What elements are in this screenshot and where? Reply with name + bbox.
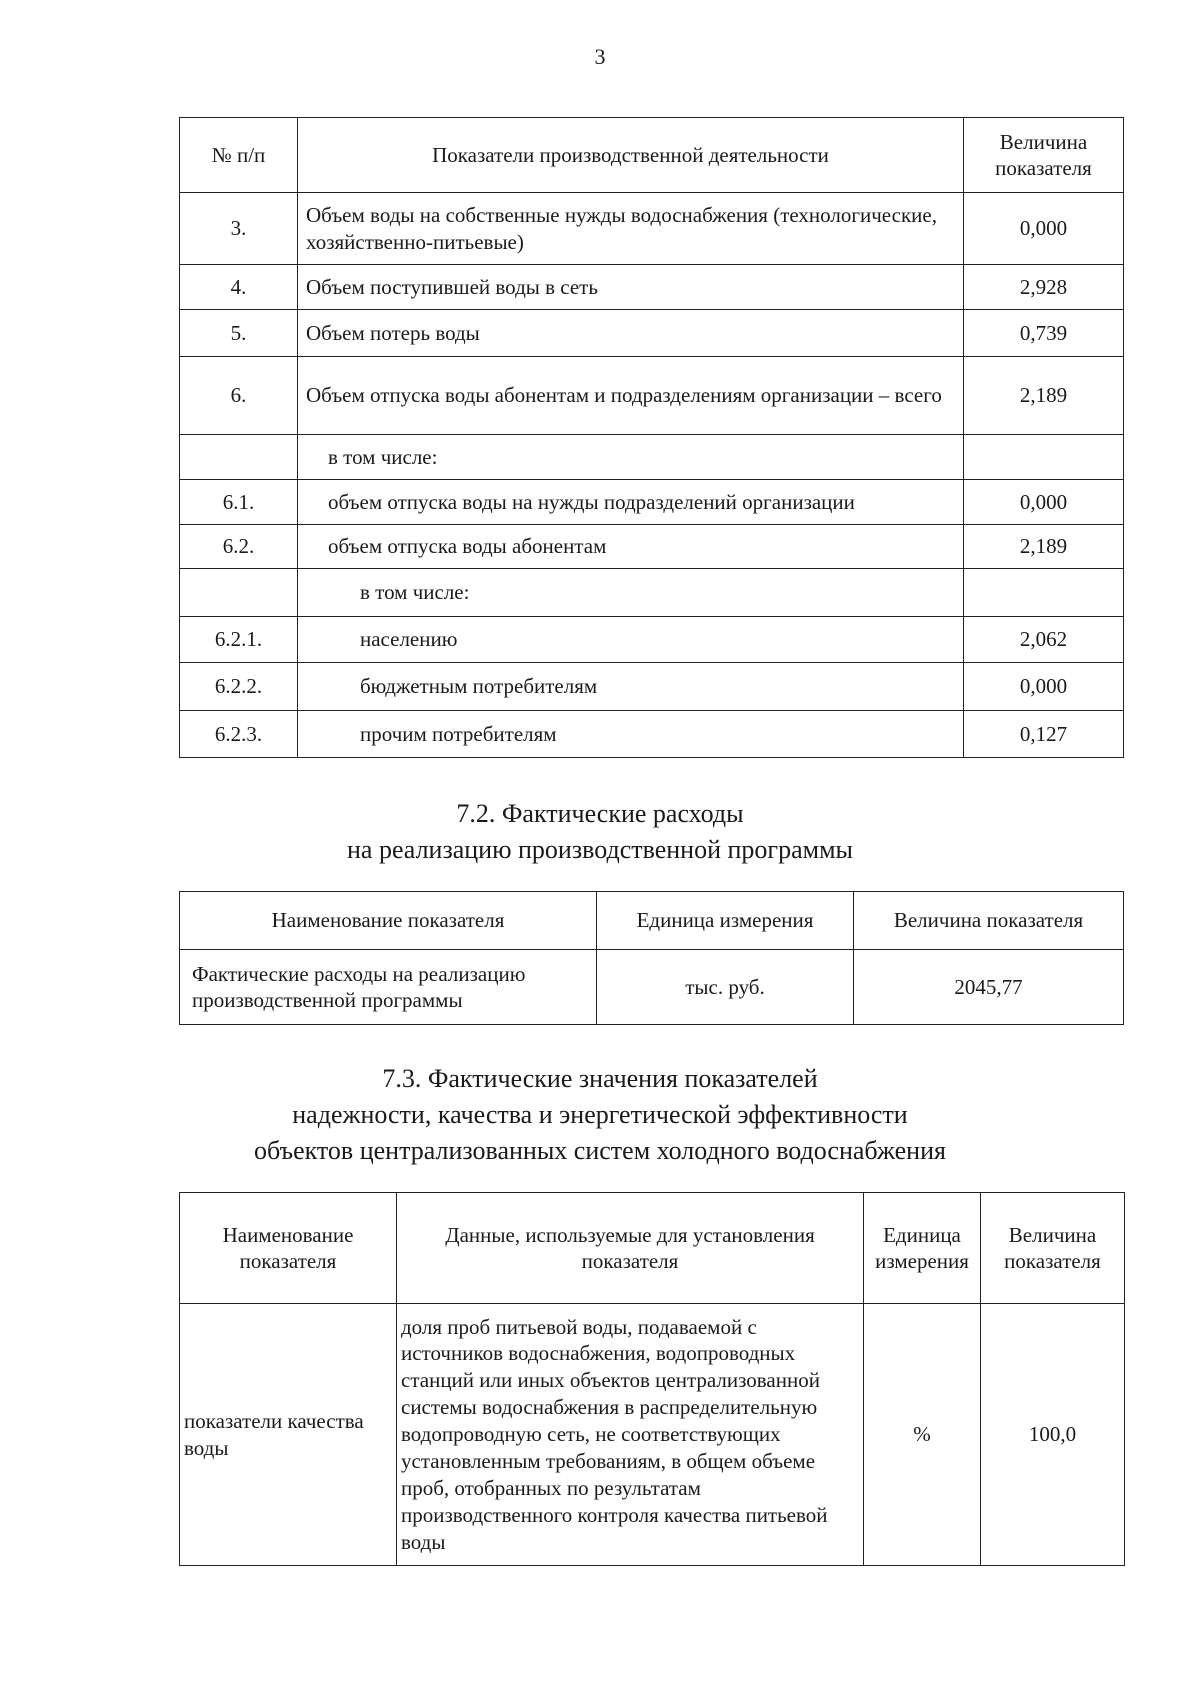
- section-7-2-line2: на реализацию производственной программы: [346, 835, 853, 864]
- header-name: Наименование показателя: [180, 1193, 397, 1304]
- section-7-3-line2: надежности, качества и энергетической эффективности: [292, 1100, 908, 1129]
- row-num: 5.: [180, 310, 298, 357]
- row-num: 6.2.1.: [180, 617, 298, 663]
- table-row: [180, 193, 1124, 265]
- section-7-3-line1: 7.3. Фактические значения показателей: [382, 1064, 818, 1093]
- row-num: 6.2.2.: [180, 663, 298, 711]
- header-unit: Единица измерения: [597, 892, 854, 950]
- row-value: [964, 569, 1124, 617]
- indicator-description: доля проб питьевой воды, подаваемой с источников водоснабжения, водопроводных станций или иных объектов централизованной системы водоснабжения в распределительную водопроводную сеть, не соответствующих установленным требованиям, в общем объеме проб, отобранных по результатам производственного контроля качества питьевой воды: [397, 1304, 864, 1566]
- table-row: [180, 480, 1124, 525]
- row-num: 3.: [180, 193, 298, 265]
- indicator-name: показатели качества воды: [180, 1304, 397, 1566]
- row-value: 0,000: [964, 193, 1124, 265]
- header-num: № п/п: [180, 118, 298, 193]
- table-row: [180, 711, 1124, 758]
- header-value: Величина показателя: [964, 118, 1124, 193]
- row-num: [180, 569, 298, 617]
- row-value: 0,739: [964, 310, 1124, 357]
- row-value: 2,189: [964, 525, 1124, 569]
- expense-value: 2045,77: [854, 950, 1124, 1025]
- page-number: 3: [594, 44, 606, 69]
- row-value: 2,189: [964, 357, 1124, 435]
- row-value: [964, 435, 1124, 480]
- row-num: 6.2.: [180, 525, 298, 569]
- row-value: 2,928: [964, 265, 1124, 310]
- row-label: в том числе:: [298, 569, 964, 617]
- production-indicators-table: [179, 117, 1124, 758]
- table-row: [180, 525, 1124, 569]
- row-num: [180, 435, 298, 480]
- row-value: 0,127: [964, 711, 1124, 758]
- table-row: [180, 357, 1124, 435]
- header-unit: Единица измерения: [864, 1193, 981, 1304]
- row-num: 4.: [180, 265, 298, 310]
- table-row: [180, 1304, 1125, 1566]
- indicator-value: 100,0: [981, 1304, 1125, 1566]
- header-data: Данные, используемые для установления показателя: [397, 1193, 864, 1304]
- row-label: Объем отпуска воды абонентам и подразделениям организации – всего: [298, 357, 964, 435]
- row-label: Объем поступившей воды в сеть: [298, 265, 964, 310]
- expense-name: Фактические расходы на реализацию производственной программы: [180, 950, 597, 1025]
- row-label: в том числе:: [298, 435, 964, 480]
- header-indicator: Показатели производственной деятельности: [298, 118, 964, 193]
- indicator-unit: %: [864, 1304, 981, 1566]
- section-7-2-line1: 7.2. Фактические расходы: [456, 799, 744, 828]
- table-header-row: [180, 118, 1124, 193]
- table-row: [180, 310, 1124, 357]
- header-value: Величина показателя: [854, 892, 1124, 950]
- header-value: Величина показателя: [981, 1193, 1125, 1304]
- table-row: [180, 265, 1124, 310]
- table-header-row: [180, 1193, 1125, 1304]
- header-name: Наименование показателя: [180, 892, 597, 950]
- table-row: [180, 617, 1124, 663]
- section-7-3-heading: [0, 1061, 1200, 1169]
- row-label: объем отпуска воды абонентам: [298, 525, 964, 569]
- expenses-table: [179, 891, 1124, 1025]
- row-value: 2,062: [964, 617, 1124, 663]
- row-value: 0,000: [964, 663, 1124, 711]
- row-label: населению: [298, 617, 964, 663]
- row-label: бюджетным потребителям: [298, 663, 964, 711]
- row-num: 6.: [180, 357, 298, 435]
- table-row: [180, 663, 1124, 711]
- table-row: [180, 435, 1124, 480]
- row-num: 6.2.3.: [180, 711, 298, 758]
- table-row: [180, 569, 1124, 617]
- row-label: прочим потребителям: [298, 711, 964, 758]
- section-7-3-line3: объектов централизованных систем холодного водоснабжения: [254, 1136, 946, 1165]
- row-label: Объем потерь воды: [298, 310, 964, 357]
- section-7-2-heading: [0, 796, 1200, 868]
- row-value: 0,000: [964, 480, 1124, 525]
- table-row: [180, 950, 1124, 1025]
- table-header-row: [180, 892, 1124, 950]
- row-label: Объем воды на собственные нужды водоснабжения (технологические, хозяйственно-питьевые): [298, 193, 964, 265]
- expense-unit: тыс. руб.: [597, 950, 854, 1025]
- row-num: 6.1.: [180, 480, 298, 525]
- quality-indicators-table: [179, 1192, 1125, 1566]
- row-label: объем отпуска воды на нужды подразделений организации: [298, 480, 964, 525]
